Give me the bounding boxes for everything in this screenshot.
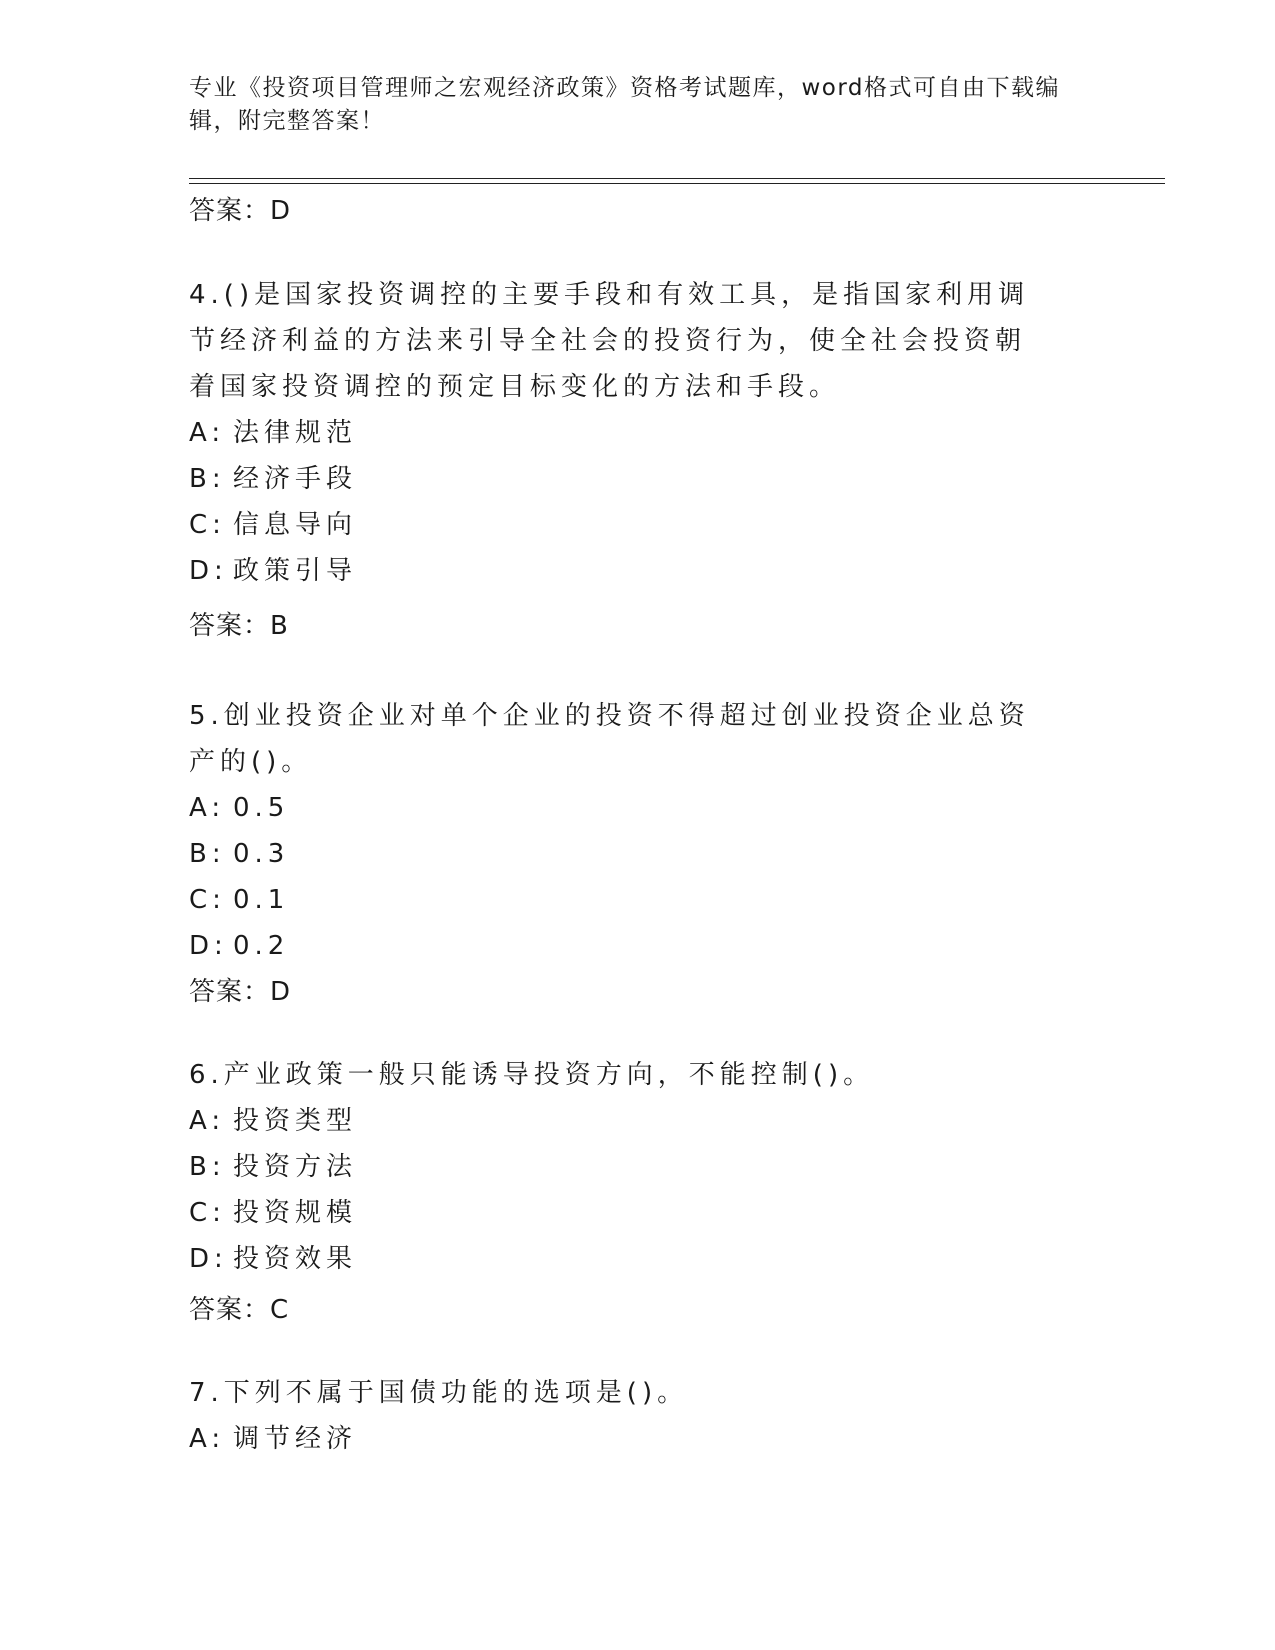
option-letter: A: [189,418,226,448]
option-letter: C: [189,1198,226,1228]
answer-4: 答案：B [189,611,289,641]
question-block-7 [189,1370,1089,1462]
option-text: 0.3 [233,839,290,869]
question-stem: 7.下列不属于国债功能的选项是()。 [189,1378,689,1408]
option-a [189,1416,1089,1462]
option-letter: A: [189,793,226,823]
option-text: 政策引导 [233,556,358,586]
question-block-6 [189,1052,1089,1282]
option-text: 0.1 [233,885,290,915]
option-text: 调节经济 [233,1424,358,1454]
header-divider-double [189,183,1165,184]
option-text: 法律规范 [233,418,358,448]
option-text: 投资方法 [233,1152,358,1182]
document-header: 专业《投资项目管理师之宏观经济政策》资格考试题库，word格式可自由下载编辑，附完整答案！ [189,75,1061,134]
option-letter: B: [189,1152,226,1182]
option-letter: C: [189,510,226,540]
option-c [189,502,1089,548]
option-b [189,831,1089,877]
option-text: 投资类型 [233,1106,358,1136]
question-stem: 4.()是国家投资调控的主要手段和有效工具，是指国家利用调节经济利益的方法来引导全社会的投资行为，使全社会投资朝着国家投资调控的预定目标变化的方法和手段。 [189,280,1030,402]
option-text: 信息导向 [233,510,358,540]
option-c [189,1190,1089,1236]
option-d [189,548,1089,594]
option-b [189,1144,1089,1190]
option-text: 投资规模 [233,1198,358,1228]
answer-5: 答案：D [189,977,292,1007]
option-a [189,1098,1089,1144]
answer-6: 答案：C [189,1295,290,1325]
option-a [189,785,1089,831]
option-c [189,877,1089,923]
option-letter: D: [189,931,228,961]
option-letter: D: [189,1244,228,1274]
option-d [189,923,1089,969]
option-letter: B: [189,464,226,494]
option-b [189,456,1089,502]
question-stem: 6.产业政策一般只能诱导投资方向，不能控制()。 [189,1060,875,1090]
option-letter: B: [189,839,226,869]
question-block-4 [189,272,1089,594]
header-divider [189,178,1165,179]
option-text: 投资效果 [233,1244,358,1274]
option-d [189,1236,1089,1282]
previous-answer: 答案：D [189,196,292,226]
option-letter: A: [189,1106,226,1136]
option-text: 经济手段 [233,464,358,494]
option-letter: D: [189,556,228,586]
option-letter: C: [189,885,226,915]
question-stem: 5.创业投资企业对单个企业的投资不得超过创业投资企业总资产的()。 [189,701,1030,777]
option-text: 0.2 [233,931,290,961]
option-a [189,410,1089,456]
question-block-5 [189,693,1089,969]
option-letter: A: [189,1424,226,1454]
option-text: 0.5 [233,793,290,823]
